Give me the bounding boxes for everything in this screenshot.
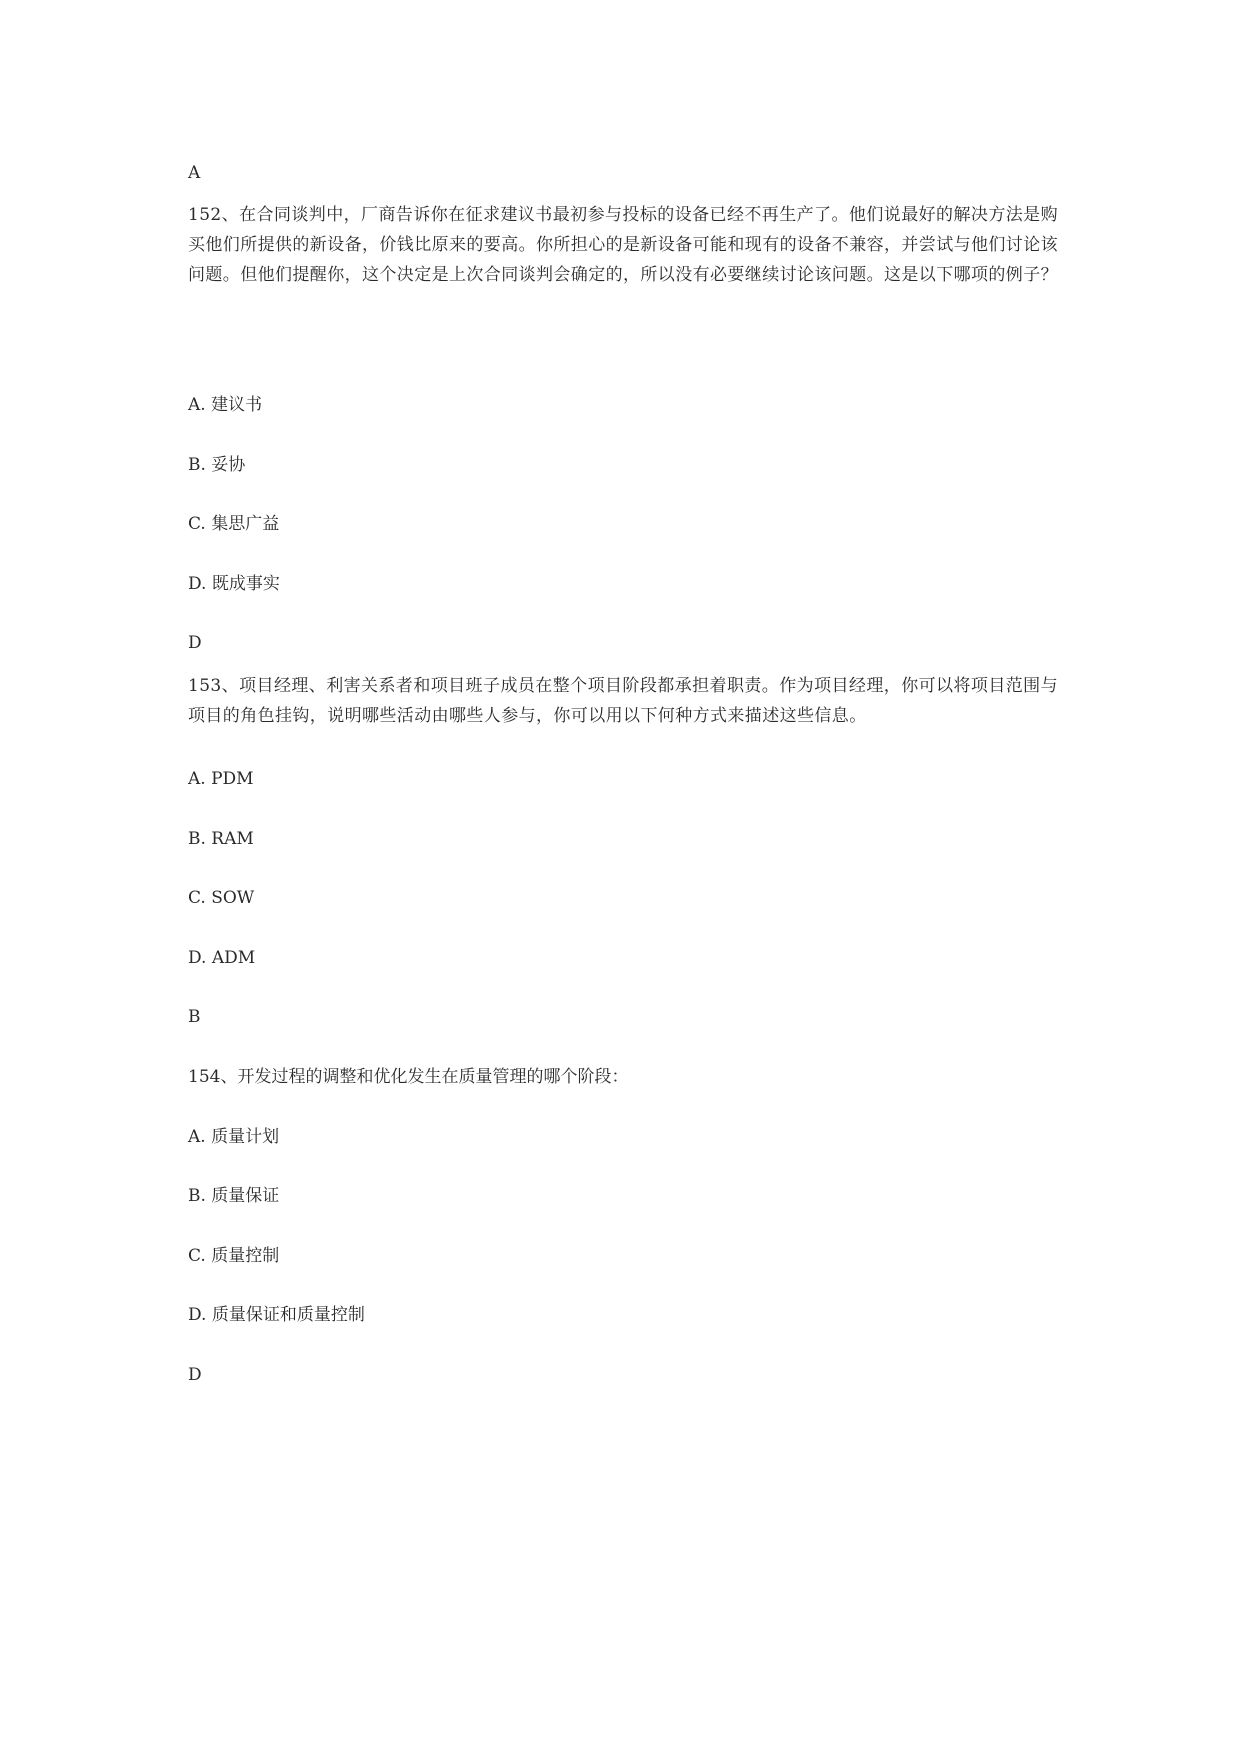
q152-option-a: A. 建议书 — [188, 395, 263, 415]
q153-option-b: B. RAM — [188, 829, 254, 849]
q153-option-c: C. SOW — [188, 888, 255, 908]
q154-answer: D — [188, 1365, 202, 1385]
answer-previous: A — [188, 163, 201, 183]
question-153-text: 153、项目经理、利害关系者和项目班子成员在整个项目阶段都承担着职责。作为项目经理，你可以将项目范围与项目的角色挂钩，说明哪些活动由哪些人参与，你可以用以下何种方式来描述这些信息。 — [188, 676, 1058, 726]
q152-option-c: C. 集思广益 — [188, 514, 280, 534]
q154-option-c: C. 质量控制 — [188, 1246, 280, 1266]
question-154-text: 154、开发过程的调整和优化发生在质量管理的哪个阶段： — [188, 1067, 629, 1087]
q154-option-d: D. 质量保证和质量控制 — [188, 1305, 365, 1325]
q152-option-d: D. 既成事实 — [188, 574, 280, 594]
q152-answer: D — [188, 633, 202, 653]
q154-option-a: A. 质量计划 — [188, 1127, 280, 1147]
q152-option-b: B. 妥协 — [188, 455, 246, 475]
question-152-text: 152、在合同谈判中，厂商告诉你在征求建议书最初参与投标的设备已经不再生产了。他们说最好的解决方法是购买他们所提供的新设备，价钱比原来的要高。你所担心的是新设备可能和现有的设备不兼容，并尝试与他们讨论该问题。但他们提醒你，这个决定是上次合同谈判会确定的，所以没有必要继续讨论该问题。这是以下哪项的例子？ — [188, 205, 1058, 285]
q153-answer: B — [188, 1007, 201, 1027]
q153-option-a: A. PDM — [188, 769, 254, 789]
q154-option-b: B. 质量保证 — [188, 1186, 280, 1206]
q153-option-d: D. ADM — [188, 948, 256, 968]
